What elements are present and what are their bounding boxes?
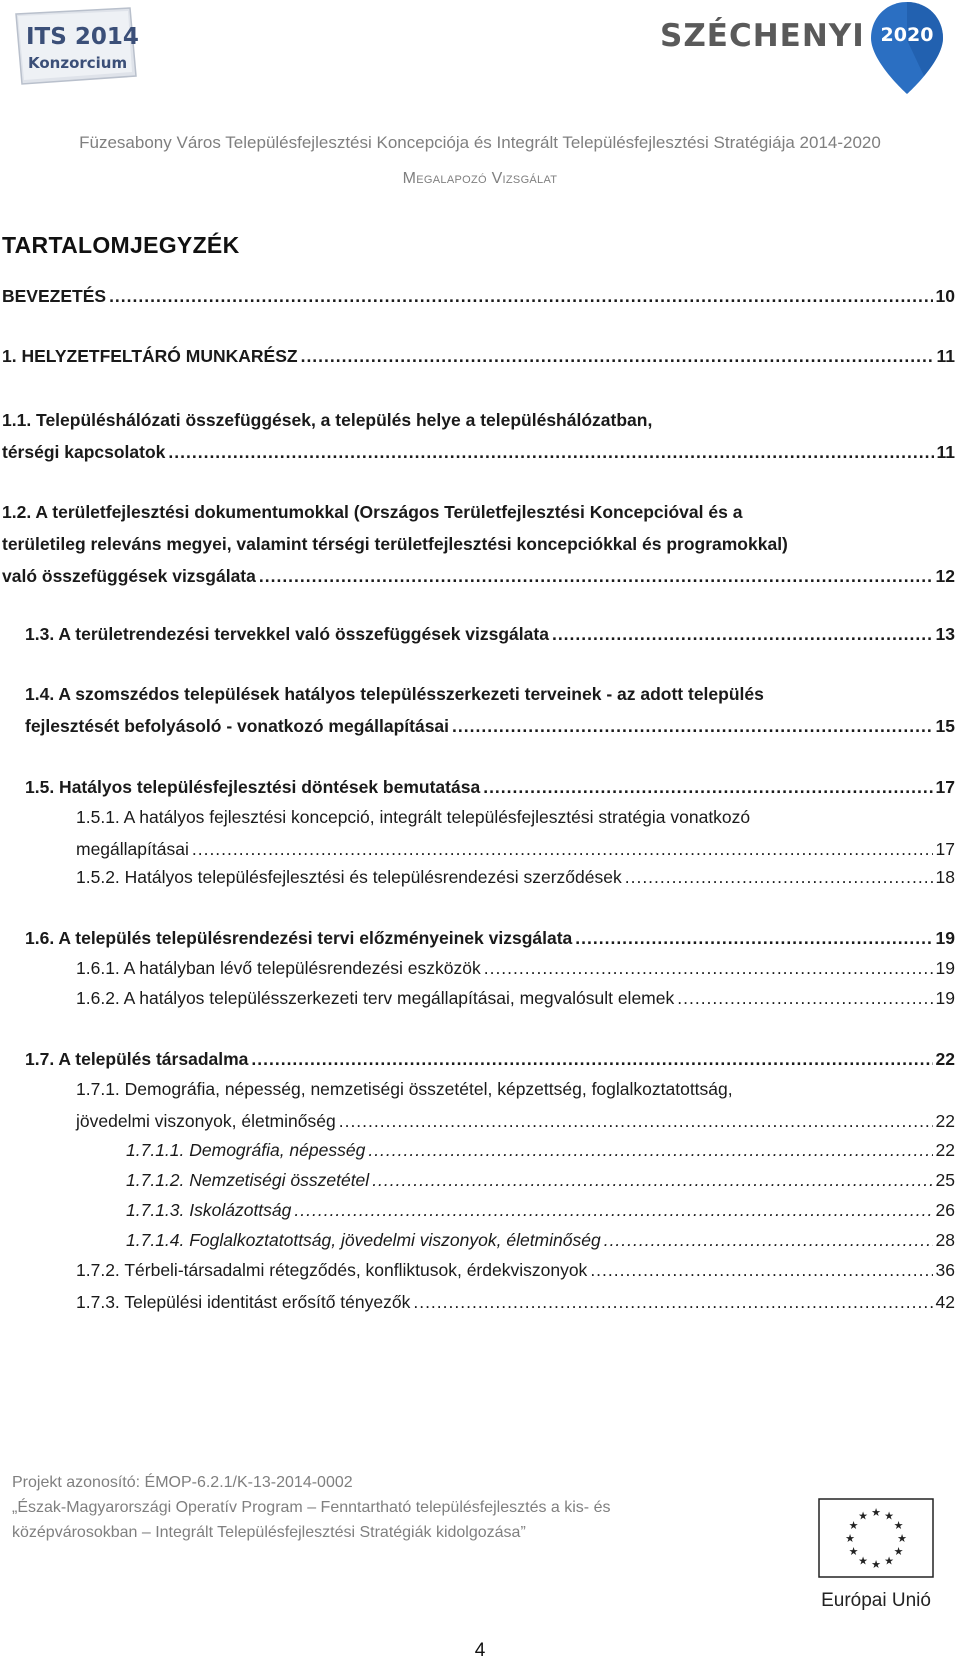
toc-entry-text: 1.5. Hatályos településfejlesztési döntések bemutatása bbox=[25, 777, 481, 797]
toc-dot-leader bbox=[604, 1224, 933, 1256]
toc-entry-text: 1.3. A területrendezési tervekkel való összefüggések vizsgálata bbox=[25, 624, 549, 644]
toc-page-number: 25 bbox=[935, 1170, 955, 1190]
toc-page-number: 17 bbox=[935, 839, 955, 859]
toc-dot-leader bbox=[109, 280, 932, 312]
toc-page-number: 10 bbox=[935, 286, 955, 306]
toc-entry-text: 1.4. A szomszédos települések hatályos településszerkezeti terveinek - az adott település bbox=[25, 684, 764, 704]
toc-dot-leader bbox=[575, 922, 932, 954]
toc-dot-leader bbox=[259, 560, 933, 592]
toc-entry-text: fejlesztését befolyásoló - vonatkozó megállapításai bbox=[25, 716, 450, 736]
toc-dot-leader bbox=[483, 771, 932, 803]
toc-entry[interactable] bbox=[2, 404, 955, 468]
toc-entry-text: 1.6.2. A hatályos településszerkezeti terv megállapításai, megvalósult elemek bbox=[76, 988, 675, 1008]
toc-page-number: 19 bbox=[935, 988, 955, 1008]
toc-page-number: 28 bbox=[935, 1230, 955, 1250]
eu-star-icon: ★ bbox=[893, 1546, 904, 1558]
eu-star-icon: ★ bbox=[858, 1555, 868, 1568]
toc-page-number: 11 bbox=[936, 346, 955, 366]
toc-entry[interactable] bbox=[76, 952, 955, 984]
toc-entry-text: jövedelmi viszonyok, életminőség bbox=[76, 1111, 336, 1131]
toc-entry-text: 1.6.1. A hatályban lévő településrendezési eszközök bbox=[76, 958, 481, 978]
its-2014-logo bbox=[12, 6, 140, 88]
eu-label: Európai Unió bbox=[821, 1590, 931, 1611]
toc-page-number: 15 bbox=[935, 716, 955, 736]
toc-entry-text: megállapításai bbox=[76, 839, 189, 859]
toc-page-number: 22 bbox=[935, 1111, 955, 1131]
toc-entry[interactable] bbox=[126, 1224, 955, 1256]
eu-star-icon: ★ bbox=[871, 1507, 881, 1519]
eu-star-icon: ★ bbox=[893, 1520, 904, 1532]
page-number: 4 bbox=[474, 1640, 486, 1661]
toc-entry-text: 1.7.1.2. Nemzetiségi összetétel bbox=[126, 1170, 370, 1190]
its-logo-line1: ITS 2014 bbox=[26, 24, 139, 50]
toc-entry[interactable] bbox=[76, 801, 955, 865]
toc-entry[interactable] bbox=[76, 861, 955, 893]
toc-entry[interactable] bbox=[25, 922, 955, 954]
toc-dot-leader bbox=[625, 861, 933, 893]
toc-dot-leader bbox=[452, 710, 933, 742]
toc-dot-leader bbox=[552, 618, 933, 650]
document-title: Füzesabony Város Településfejlesztési Koncepciója és Integrált Településfejlesztési Stratégiája 2014-2020 bbox=[79, 133, 881, 152]
toc-entry-text: BEVEZETÉS bbox=[2, 286, 107, 306]
toc-entry[interactable] bbox=[126, 1164, 955, 1196]
toc-page-number: 12 bbox=[935, 566, 955, 586]
toc-page-number: 13 bbox=[935, 624, 955, 644]
toc-entry-text: 1.7.2. Térbeli-társadalmi rétegződés, konfliktusok, érdekviszonyok bbox=[76, 1260, 588, 1280]
toc-entry-text: területileg releváns megyei, valamint térségi területfejlesztési koncepciókkal és programokkal) bbox=[2, 534, 788, 554]
toc-entry[interactable] bbox=[25, 618, 955, 650]
eu-star-icon: ★ bbox=[884, 1510, 894, 1523]
toc-page-number: 11 bbox=[936, 442, 955, 462]
toc-page-number: 19 bbox=[935, 928, 955, 948]
toc-entry-text: 1.7.1.4. Foglalkoztatottság, jövedelmi viszonyok, életminőség bbox=[126, 1230, 601, 1250]
toc-entry[interactable] bbox=[76, 982, 955, 1014]
eu-flag-icon bbox=[818, 1498, 934, 1578]
document-subtitle: Megalapozó Vizsgálat bbox=[402, 170, 558, 187]
toc-entry-text: térségi kapcsolatok bbox=[2, 442, 166, 462]
eu-star-icon: ★ bbox=[848, 1520, 859, 1532]
toc-page-number: 22 bbox=[935, 1049, 955, 1069]
toc-entry[interactable] bbox=[2, 280, 955, 312]
toc-entry[interactable] bbox=[25, 1043, 955, 1075]
toc-dot-leader bbox=[251, 1043, 932, 1075]
toc-page-number: 42 bbox=[935, 1292, 955, 1312]
toc-dot-leader bbox=[168, 436, 933, 468]
toc-page-number: 22 bbox=[935, 1140, 955, 1160]
toc-dot-leader bbox=[413, 1286, 932, 1318]
eu-star-icon: ★ bbox=[858, 1510, 868, 1523]
toc-dot-leader bbox=[368, 1134, 932, 1166]
project-id: Projekt azonosító: ÉMOP-6.2.1/K-13-2014-0002 bbox=[12, 1474, 353, 1491]
its-logo-line2: Konzorcium bbox=[28, 54, 128, 72]
its-logo-graphic bbox=[12, 6, 140, 88]
toc-entry-text: 1.6. A település településrendezési tervi előzményeinek vizsgálata bbox=[25, 928, 573, 948]
toc-entry-text: 1.7.1. Demográfia, népesség, nemzetiségi összetétel, képzettség, foglalkoztatottság, bbox=[76, 1079, 733, 1099]
toc-entry[interactable] bbox=[76, 1286, 955, 1318]
toc-entry[interactable] bbox=[2, 496, 955, 592]
toc-page-number: 36 bbox=[935, 1260, 955, 1280]
toc-entry-text: 1.5.1. A hatályos fejlesztési koncepció, integrált településfejlesztési stratégia vonatkozó bbox=[76, 807, 751, 827]
toc-entry-text: 1.7. A település társadalma bbox=[25, 1049, 249, 1069]
toc-entry[interactable] bbox=[76, 1073, 955, 1137]
toc-dot-leader bbox=[294, 1194, 932, 1226]
toc-entry-text: 1. HELYZETFELTÁRÓ MUNKARÉSZ bbox=[2, 346, 298, 366]
eu-star-icon: ★ bbox=[884, 1555, 894, 1568]
eu-star-icon: ★ bbox=[871, 1559, 881, 1571]
toc-heading: TARTALOMJEGYZÉK bbox=[2, 232, 240, 258]
toc-entry-text: 1.7.3. Települési identitást erősítő tényezők bbox=[76, 1292, 411, 1312]
eu-star-icon: ★ bbox=[897, 1533, 907, 1545]
toc-entry-text: 1.1. Településhálózati összefüggések, a település helye a településhálózatban, bbox=[2, 410, 653, 430]
toc-dot-leader bbox=[677, 982, 932, 1014]
program-line-1: „Észak-Magyarországi Operatív Program – Fenntartható településfejlesztés a kis- és bbox=[12, 1499, 611, 1516]
toc-entry-text: 1.2. A területfejlesztési dokumentumokkal (Országos Területfejlesztési Koncepcióval és a bbox=[2, 502, 743, 522]
toc-dot-leader bbox=[339, 1105, 933, 1137]
toc-entry[interactable] bbox=[126, 1194, 955, 1226]
toc-entry[interactable] bbox=[2, 340, 955, 372]
toc-page-number: 19 bbox=[935, 958, 955, 978]
map-pin-icon bbox=[868, 0, 946, 96]
toc-entry[interactable] bbox=[126, 1134, 955, 1166]
toc-entry-text: való összefüggések vizsgálata bbox=[2, 566, 256, 586]
toc-entry[interactable] bbox=[25, 678, 955, 742]
toc-page-number: 26 bbox=[935, 1200, 955, 1220]
szechenyi-year: 2020 bbox=[880, 24, 934, 46]
toc-entry-text: 1.7.1.3. Iskolázottság bbox=[126, 1200, 292, 1220]
toc-entry-text: 1.7.1.1. Demográfia, népesség bbox=[126, 1140, 366, 1160]
toc-page-number: 17 bbox=[935, 777, 955, 797]
toc-entry[interactable] bbox=[25, 771, 955, 803]
eu-star-icon: ★ bbox=[848, 1546, 859, 1558]
szechenyi-wordmark: SZÉCHENYI bbox=[660, 18, 865, 54]
toc-dot-leader bbox=[301, 340, 934, 372]
toc-dot-leader bbox=[372, 1164, 932, 1196]
toc-page-number: 18 bbox=[935, 867, 955, 887]
eu-star-icon: ★ bbox=[845, 1533, 855, 1545]
program-line-2: középvárosokban – Integrált Településfejlesztési Stratégiák kidolgozása” bbox=[12, 1524, 526, 1541]
toc-dot-leader bbox=[590, 1254, 932, 1286]
toc-entry-text: 1.5.2. Hatályos településfejlesztési és településrendezési szerződések bbox=[76, 867, 622, 887]
toc-entry[interactable] bbox=[76, 1254, 955, 1286]
toc-dot-leader bbox=[484, 952, 933, 984]
